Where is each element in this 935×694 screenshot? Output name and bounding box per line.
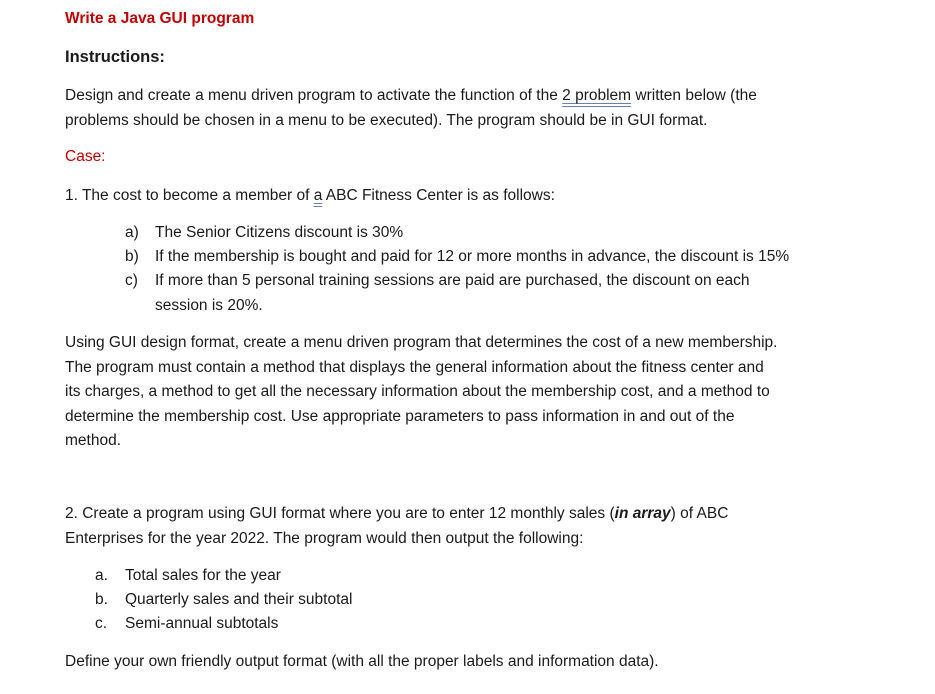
proofing-underline-a: a [313,187,323,204]
list-item: b. Quarterly sales and their subtotal [95,591,353,609]
intro-line-2: problems should be chosen in a menu to be executed). The program should be in GUI format. [65,111,708,129]
list-item: b) If the membership is bought and paid for 12 or more months in advance, the discount is 15% [125,248,790,266]
problem1-description: Using GUI design format, create a menu driven program that determines the cost of a new membership. The program must contain a method that displays the general information about the fitness center and its charges, a method to get all the necessary information about the membership cost, and a method to determine the membership cost. Use appropriate parameters to pass information in and out of the method. [65,334,778,449]
document-title: Write a Java GUI program [65,10,255,27]
problem1-discount-list [125,221,789,318]
emphasis-in-array: in array [614,505,671,522]
intro-line-1: Design and create a menu driven program to activate the function of the 2 problem written below (the [65,87,757,104]
list-item: c. Semi-annual subtotals [95,615,279,633]
intro-paragraph [65,84,855,133]
problem2-output-list [95,564,352,637]
proofing-underline-2-problem: 2 problem [562,87,632,104]
problem1-statement: 1. The cost to become a member of a ABC Fitness Center is as follows: [65,187,555,204]
instructions-heading: Instructions: [65,48,165,66]
list-item: c) If more than 5 personal training sessions are paid are purchased, the discount on each session is 20%. [125,272,750,314]
case-label: Case: [65,148,106,165]
list-item: a. Total sales for the year [95,567,281,584]
problem2-closing: Define your own friendly output format (with all the proper labels and information data). [65,653,659,670]
problem2-statement: 2. Create a program using GUI format where you are to enter 12 monthly sales (in array) of ABC Enterprises for the year 2022. The program would then output the following: [65,505,729,547]
list-item: a) The Senior Citizens discount is 30% [125,224,404,241]
